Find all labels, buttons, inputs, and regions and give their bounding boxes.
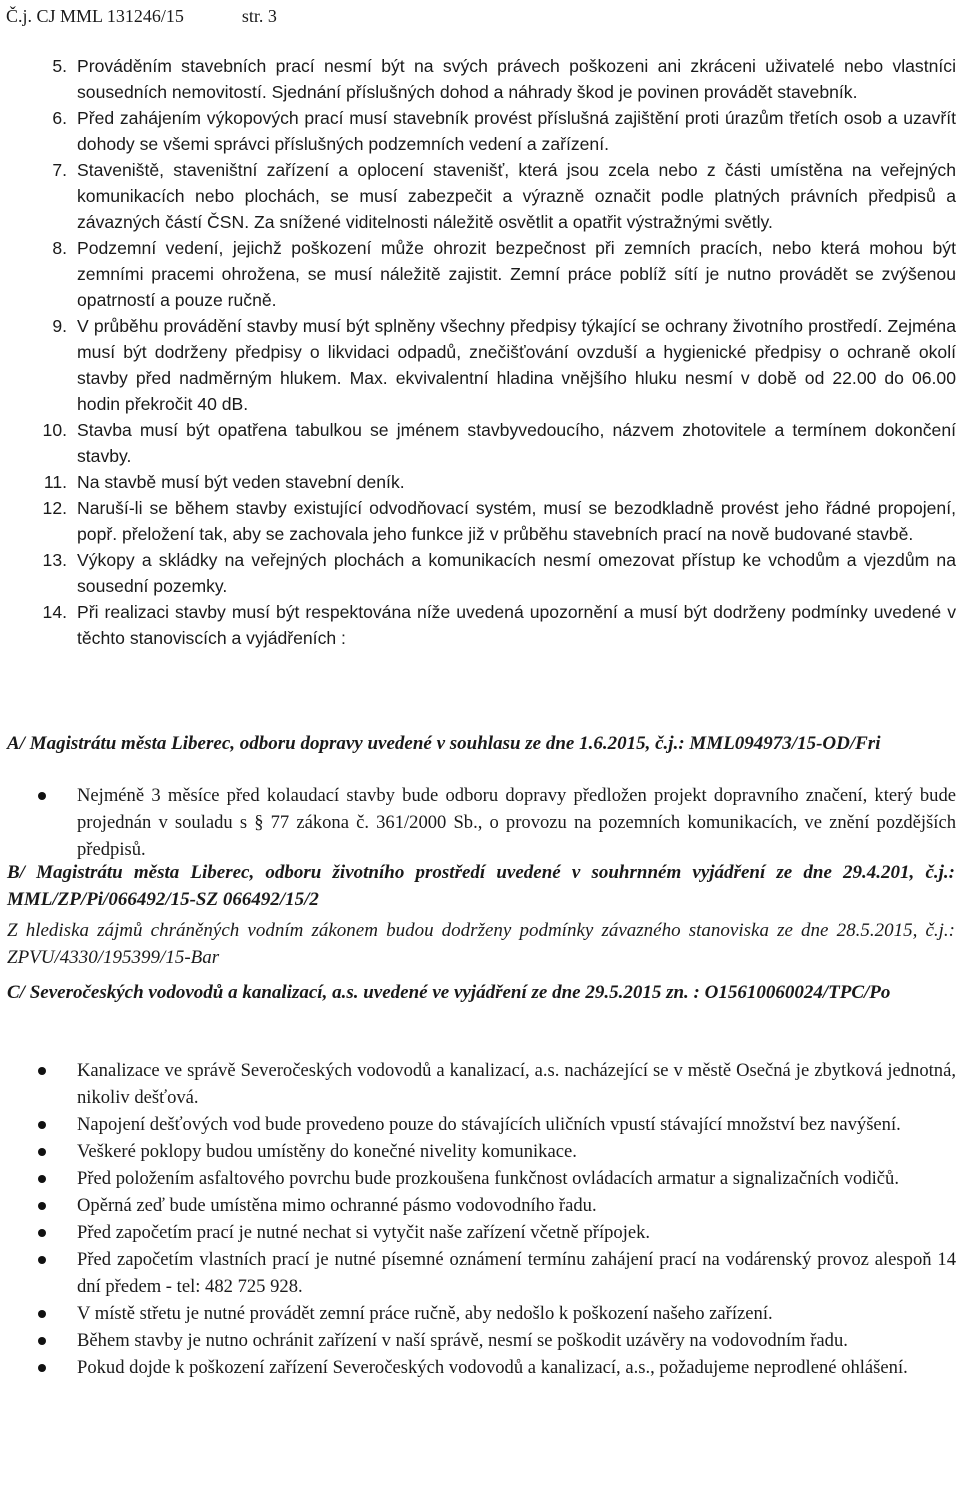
condition-text: Výkopy a skládky na veřejných plochách a komunikacích nesmí omezovat přístup ke vchodům a vjezdům na sousední pozemky. [77, 550, 956, 596]
bullet-icon [38, 1256, 46, 1264]
list-item-text: Před položením asfaltového povrchu bude prozkoušena funkčnost ovládacích armatur a signalizačních vodičů. [77, 1168, 899, 1189]
condition-item [0, 495, 960, 547]
bullet-icon [38, 1229, 46, 1237]
condition-text: Při realizaci stavby musí být respektována níže uvedená upozornění a musí být dodrženy podmínky uvedené v těchto stanoviscích a vyjádřeních : [77, 602, 956, 648]
condition-item [0, 53, 960, 105]
condition-text: Podzemní vedení, jejichž poškození může ohrozit bezpečnost při zemních pracích, nebo která mohou být zemními pracemi ohrožena, se musí náležitě zajistit. Zemní práce poblíž sítí je nutno provádět se zvýšenou opatrností a pouze ručně. [77, 238, 956, 310]
list-item [0, 1300, 960, 1327]
list-item [0, 782, 960, 863]
list-item [0, 1165, 960, 1192]
list-item [0, 1111, 960, 1138]
list-item [0, 1354, 960, 1381]
section-a-list [0, 782, 960, 863]
list-item-text: Před započetím prací je nutné nechat si vytyčit naše zařízení včetně přípojek. [77, 1222, 651, 1243]
condition-item [0, 157, 960, 235]
condition-item [0, 105, 960, 157]
condition-number: 7. [52, 160, 67, 180]
condition-text: Před zahájením výkopových prací musí stavebník provést příslušná zajištění proti úrazům třetích osob a uzavřít dohody se všemi správci příslušných podzemních vedení a zařízení. [77, 108, 956, 154]
list-item-text: Napojení dešťových vod bude provedeno pouze do stávajících uličních vpustí stávající množství bez navýšení. [77, 1114, 901, 1135]
bullet-icon [38, 792, 46, 800]
condition-number: 11. [43, 472, 67, 492]
bullet-icon [38, 1202, 46, 1210]
list-item-text: Kanalizace ve správě Severočeských vodovodů a kanalizací, a.s. nacházející se v městě Osečná je zbytková jednotná, nikoliv dešťová. [77, 1060, 956, 1108]
list-item-text: Veškeré poklopy budou umístěny do konečné nivelity komunikace. [77, 1141, 577, 1162]
page-number: str. 3 [241, 6, 277, 26]
bullet-icon [38, 1067, 46, 1075]
section-a-heading: A/ Magistrátu města Liberec, odboru dopravy uvedené v souhlasu ze dne 1.6.2015, č.j.: MML094973/15-OD/Fri [7, 733, 881, 754]
list-item-text: Před započetím vlastních prací je nutné písemné oznámení termínu zahájení prací na vodárenský provoz alespoň 14 dní předem - tel: 482 725 928. [77, 1249, 956, 1297]
condition-item [0, 469, 960, 495]
condition-number: 10. [42, 420, 67, 440]
bullet-icon [38, 1175, 46, 1183]
section-c-heading: C/ Severočeských vodovodů a kanalizací, a.s. uvedené ve vyjádření ze dne 29.5.2015 zn. : O15610060024/TPC/Po [7, 982, 891, 1003]
condition-number: 14. [42, 602, 67, 622]
condition-text: Naruší-li se během stavby existující odvodňovací systém, musí se bezodkladně provést jeho řádné propojení, popř. přeložení tak, aby se zachovala jeho funkce již v průběhu stavebních prací na nově budované stavbě. [77, 498, 956, 544]
condition-item [0, 313, 960, 417]
list-item [0, 1192, 960, 1219]
list-item-text: Pokud dojde k poškození zařízení Severočeských vodovodů a kanalizací, a.s., požadujeme neprodlené ohlášení. [77, 1357, 908, 1378]
condition-item [0, 547, 960, 599]
bullet-icon [38, 1364, 46, 1372]
condition-number: 6. [52, 108, 67, 128]
bullet-icon [38, 1337, 46, 1345]
bullet-icon [38, 1148, 46, 1156]
page-header [6, 3, 277, 29]
condition-number: 13. [42, 550, 67, 570]
condition-number: 8. [52, 238, 67, 258]
condition-number: 5. [52, 56, 67, 76]
condition-text: V průběhu provádění stavby musí být splněny všechny předpisy týkající se ochrany životního prostředí. Zejména musí být dodrženy předpisy o likvidaci odpadů, znečišťování ovzduší a hygienické předpisy o ochraně okolí stavby před nadměrným hlukem. Max. ekvivalentní hladina vnějšího hluku nesmí v době od 22.00 do 06.00 hodin překročit 40 dB. [77, 316, 956, 414]
condition-item [0, 235, 960, 313]
section-b-text: Z hlediska zájmů chráněných vodním zákonem budou dodrženy podmínky závazného stanoviska ze dne 28.5.2015, č.j.: ZPVU/4330/195399/15-Bar [7, 920, 955, 968]
list-item [0, 1327, 960, 1354]
conditions-list [0, 53, 960, 651]
list-item-text: Během stavby je nutno ochránit zařízení v naší správě, nesmí se poškodit uzávěry na vodovodním řadu. [77, 1330, 848, 1351]
list-item-text: Nejméně 3 měsíce před kolaudací stavby bude odboru dopravy předložen projekt dopravního značení, který bude projednán v souladu s § 77 zákona č. 361/2000 Sb., o provozu na pozemních komunikacích, ve znění pozdějších předpisů. [77, 785, 956, 860]
reference-number: Č.j. CJ MML 131246/15 [6, 6, 184, 26]
section-b-heading: B/ Magistrátu města Liberec, odboru životního prostředí uvedené v souhrnném vyjádření ze dne 29.4.201, č.j.: MML/ZP/Pi/066492/15-SZ 066492/15/2 [7, 862, 955, 910]
condition-item [0, 599, 960, 651]
list-item [0, 1138, 960, 1165]
list-item [0, 1246, 960, 1300]
bullet-icon [38, 1121, 46, 1129]
list-item-text: Opěrná zeď bude umístěna mimo ochranné pásmo vodovodního řadu. [77, 1195, 597, 1216]
condition-number: 12. [42, 498, 67, 518]
condition-text: Prováděním stavebních prací nesmí být na svých právech poškozeni ani zkráceni uživatelé nebo vlastníci sousedních nemovitostí. Sjednání příslušných dohod a náhrady škod je povinen provádět stavebník. [77, 56, 956, 102]
condition-text: Staveniště, staveništní zařízení a oplocení stavenišť, která jsou zcela nebo z části umístěna na veřejných komunikacích nebo plochách, se musí zabezpečit a výrazně označit podle platných právních předpisů a závazných částí ČSN. Za snížené viditelnosti náležitě osvětlit a opatřit výstražnými světly. [77, 160, 956, 232]
condition-item [0, 417, 960, 469]
condition-number: 9. [52, 316, 67, 336]
condition-text: Na stavbě musí být veden stavební deník. [77, 472, 405, 492]
section-c-list [0, 1057, 960, 1381]
list-item-text: V místě střetu je nutné provádět zemní práce ručně, aby nedošlo k poškození našeho zařízení. [77, 1303, 773, 1324]
list-item [0, 1219, 960, 1246]
bullet-icon [38, 1310, 46, 1318]
condition-text: Stavba musí být opatřena tabulkou se jménem stavbyvedoucího, názvem zhotovitele a termínem dokončení stavby. [77, 420, 956, 466]
list-item [0, 1057, 960, 1111]
